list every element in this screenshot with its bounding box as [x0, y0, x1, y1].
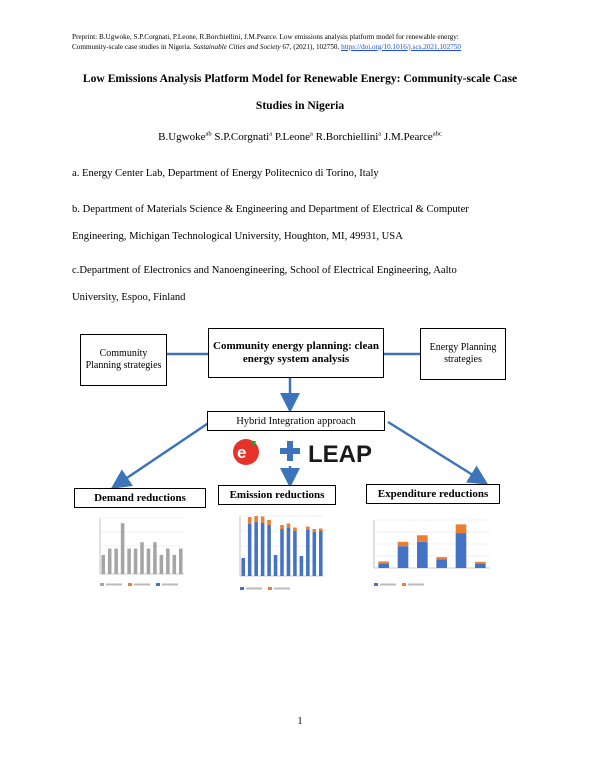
chart-bar: [261, 523, 265, 576]
chart-bar: [300, 556, 304, 576]
chart-bar: [140, 542, 144, 574]
chart-bar: [436, 557, 447, 559]
chart-bar: [160, 555, 164, 574]
chart-legend-swatch: [100, 583, 104, 586]
chart-bar: [248, 524, 252, 576]
chart-bar: [456, 533, 467, 568]
chart-bar: [475, 564, 486, 568]
chart-bar: [267, 525, 271, 576]
chart-bar: [313, 529, 317, 532]
author: S.P.Corgnati$^a$: [214, 130, 273, 143]
chart-bar: [398, 542, 409, 546]
chart-bar: [280, 529, 284, 576]
chart-bar: [166, 549, 170, 574]
expenditure-chart: [364, 514, 500, 590]
author: J.M.Pearce$^{abc}$: [383, 130, 442, 143]
preprint-note: [72, 33, 542, 52]
chart-bar: [153, 542, 157, 574]
chart-bar: [398, 546, 409, 568]
chart-legend-label-line: [380, 584, 396, 586]
arrow-to-demand: [115, 422, 210, 486]
community-planning-box: Community Planning strategies: [80, 334, 167, 386]
chart-bar: [436, 559, 447, 568]
chart-legend-swatch: [402, 583, 406, 586]
chart-bar: [134, 549, 138, 574]
emission-reductions-title: Emission reductions: [218, 485, 336, 505]
energy-planning-box: Energy Planning strategies: [420, 328, 506, 380]
journal-volume: 67, (2021), 102750.: [282, 42, 340, 51]
chart-legend-label-line: [162, 584, 178, 586]
svg-text:e: e: [237, 443, 247, 462]
chart-bar: [173, 555, 177, 574]
chart-legend-swatch: [156, 583, 160, 586]
demand-chart: [88, 514, 188, 590]
chart-bar: [293, 531, 297, 576]
author: R.Borchiellini$^a$: [315, 130, 382, 143]
author-list: [60, 130, 540, 143]
author: P.Leone$^a$: [274, 130, 313, 143]
chart-bar: [378, 561, 389, 563]
chart-legend-swatch: [268, 587, 272, 590]
chart-bar: [274, 555, 278, 576]
chart-bar: [378, 564, 389, 568]
affiliation-c-line2: University, Espoo, Finland: [72, 292, 186, 303]
demand-reductions-title: Demand reductions: [74, 488, 206, 508]
chart-bar: [287, 524, 291, 529]
paper-title-line1: Low Emissions Analysis Platform Model for Renewable Energy: Community-scale Case: [82, 72, 518, 85]
chart-bar: [179, 549, 183, 574]
chart-bar: [241, 558, 245, 576]
chart-bar: [248, 517, 252, 524]
chart-bar: [267, 520, 271, 525]
chart-legend-swatch: [240, 587, 244, 590]
paper-title-line2: Studies in Nigeria: [255, 99, 345, 112]
arrow-to-expenditure: [388, 422, 484, 482]
tool-logos: [228, 435, 388, 469]
chart-bar: [306, 530, 310, 576]
chart-bar: [475, 562, 486, 564]
affiliation-b-line1: b. Department of Materials Science & Engineering and Department of Electrical & Computer: [72, 204, 469, 215]
plus-icon: [280, 441, 300, 461]
chart-legend-label-line: [134, 584, 150, 586]
chart-bar: [319, 531, 323, 576]
journal-name: Sustainable Cities and Society: [193, 42, 281, 51]
community-energy-planning-box: Community energy planning: clean energy system analysis: [208, 328, 384, 378]
chart-bar: [293, 528, 297, 532]
affiliation-a: a. Energy Center Lab, Department of Energy Politecnico di Torino, Italy: [72, 168, 379, 179]
chart-legend-swatch: [128, 583, 132, 586]
chart-legend-label-line: [106, 584, 122, 586]
chart-bar: [287, 528, 291, 576]
chart-bar: [127, 549, 131, 574]
chart-legend-label-line: [408, 584, 424, 586]
preprint-citation: Community-scale case studies in Nigeria.: [72, 42, 192, 51]
doi-link[interactable]: https://doi.org/10.1016/j.scs.2021.102750: [341, 42, 461, 51]
affiliation-b-line2: Engineering, Michigan Technological University, Houghton, MI, 49931, USA: [72, 231, 403, 242]
chart-legend-swatch: [374, 583, 378, 586]
chart-legend-label-line: [246, 588, 262, 590]
preprint-line1: Preprint: B.Ugwoke, S.P.Corgnati, P.Leone, R.Borchiellini, J.M.Pearce. Low emissions analysis platform model for renewable energy:: [72, 33, 459, 41]
chart-bar: [319, 529, 323, 532]
chart-bar: [456, 524, 467, 533]
hybrid-integration-box: Hybrid Integration approach: [207, 411, 385, 431]
energyplan-logo-icon: [233, 439, 259, 465]
affiliation-c-line1: c.Department of Electronics and Nanoengineering, School of Electrical Engineering, Aalto: [72, 265, 457, 276]
chart-bar: [254, 516, 258, 522]
chart-legend-label-line: [274, 588, 290, 590]
graphical-abstract-figure: [0, 318, 600, 618]
chart-bar: [313, 532, 317, 576]
chart-bar: [280, 525, 284, 529]
leap-logo-icon: LEAP: [308, 441, 373, 468]
chart-bar: [121, 523, 125, 574]
emission-chart: [222, 510, 328, 594]
chart-bar: [417, 535, 428, 542]
chart-bar: [306, 527, 310, 531]
chart-bar: [147, 549, 151, 574]
chart-bar: [261, 517, 265, 524]
page-number: 1: [297, 716, 303, 727]
chart-bar: [101, 555, 105, 574]
chart-bar: [254, 522, 258, 576]
chart-bar: [108, 549, 112, 574]
chart-bar: [417, 542, 428, 568]
chart-bar: [114, 549, 118, 574]
expenditure-reductions-title: Expenditure reductions: [366, 484, 500, 504]
author: B.Ugwoke$^{ab}$: [158, 130, 212, 143]
